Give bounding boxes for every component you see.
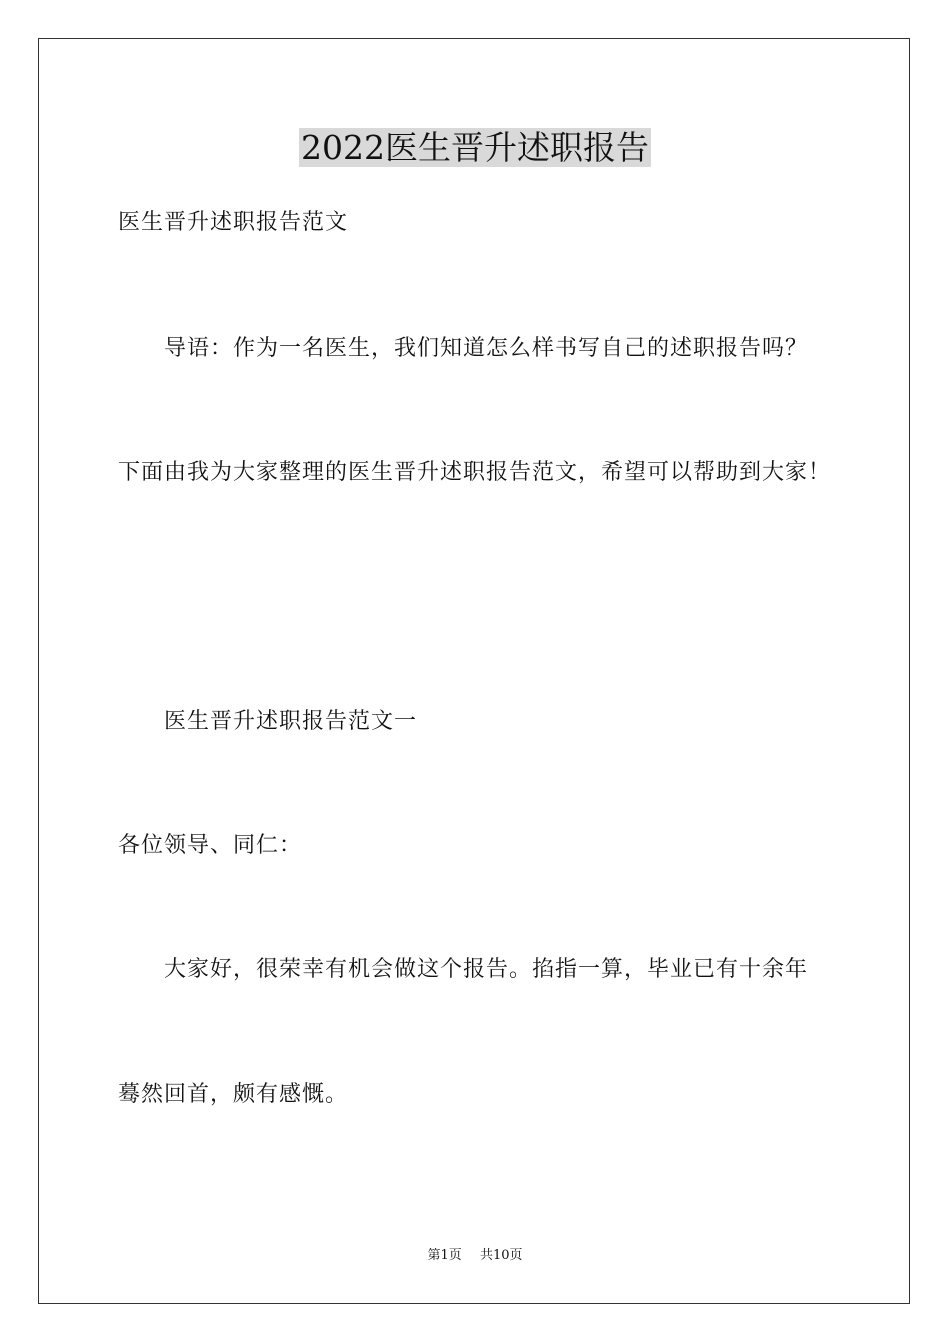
- document-title: [0, 124, 950, 172]
- paragraph-salutation: 各位领导、同仁：: [118, 833, 303, 858]
- document-title-text: 2022医生晋升述职报告: [301, 128, 649, 167]
- paragraph-intro: 导语：作为一名医生，我们知道怎么样书写自己的述职报告吗？: [164, 336, 809, 361]
- paragraph-subtitle: 医生晋升述职报告范文: [118, 210, 349, 235]
- page-number: 第1页: [427, 1248, 462, 1263]
- paragraph-body: 大家好，很荣幸有机会做这个报告。掐指一算，毕业已有十余年: [164, 957, 809, 982]
- section-heading: 医生晋升述职报告范文一: [164, 709, 418, 734]
- page-total: 共10页: [479, 1248, 523, 1263]
- paragraph-body-continued: 蓦然回首，颇有感慨。: [118, 1082, 349, 1107]
- paragraph-intro-continued: 下面由我为大家整理的医生晋升述职报告范文，希望可以帮助到大家！: [118, 460, 832, 485]
- page-footer: [0, 1246, 950, 1266]
